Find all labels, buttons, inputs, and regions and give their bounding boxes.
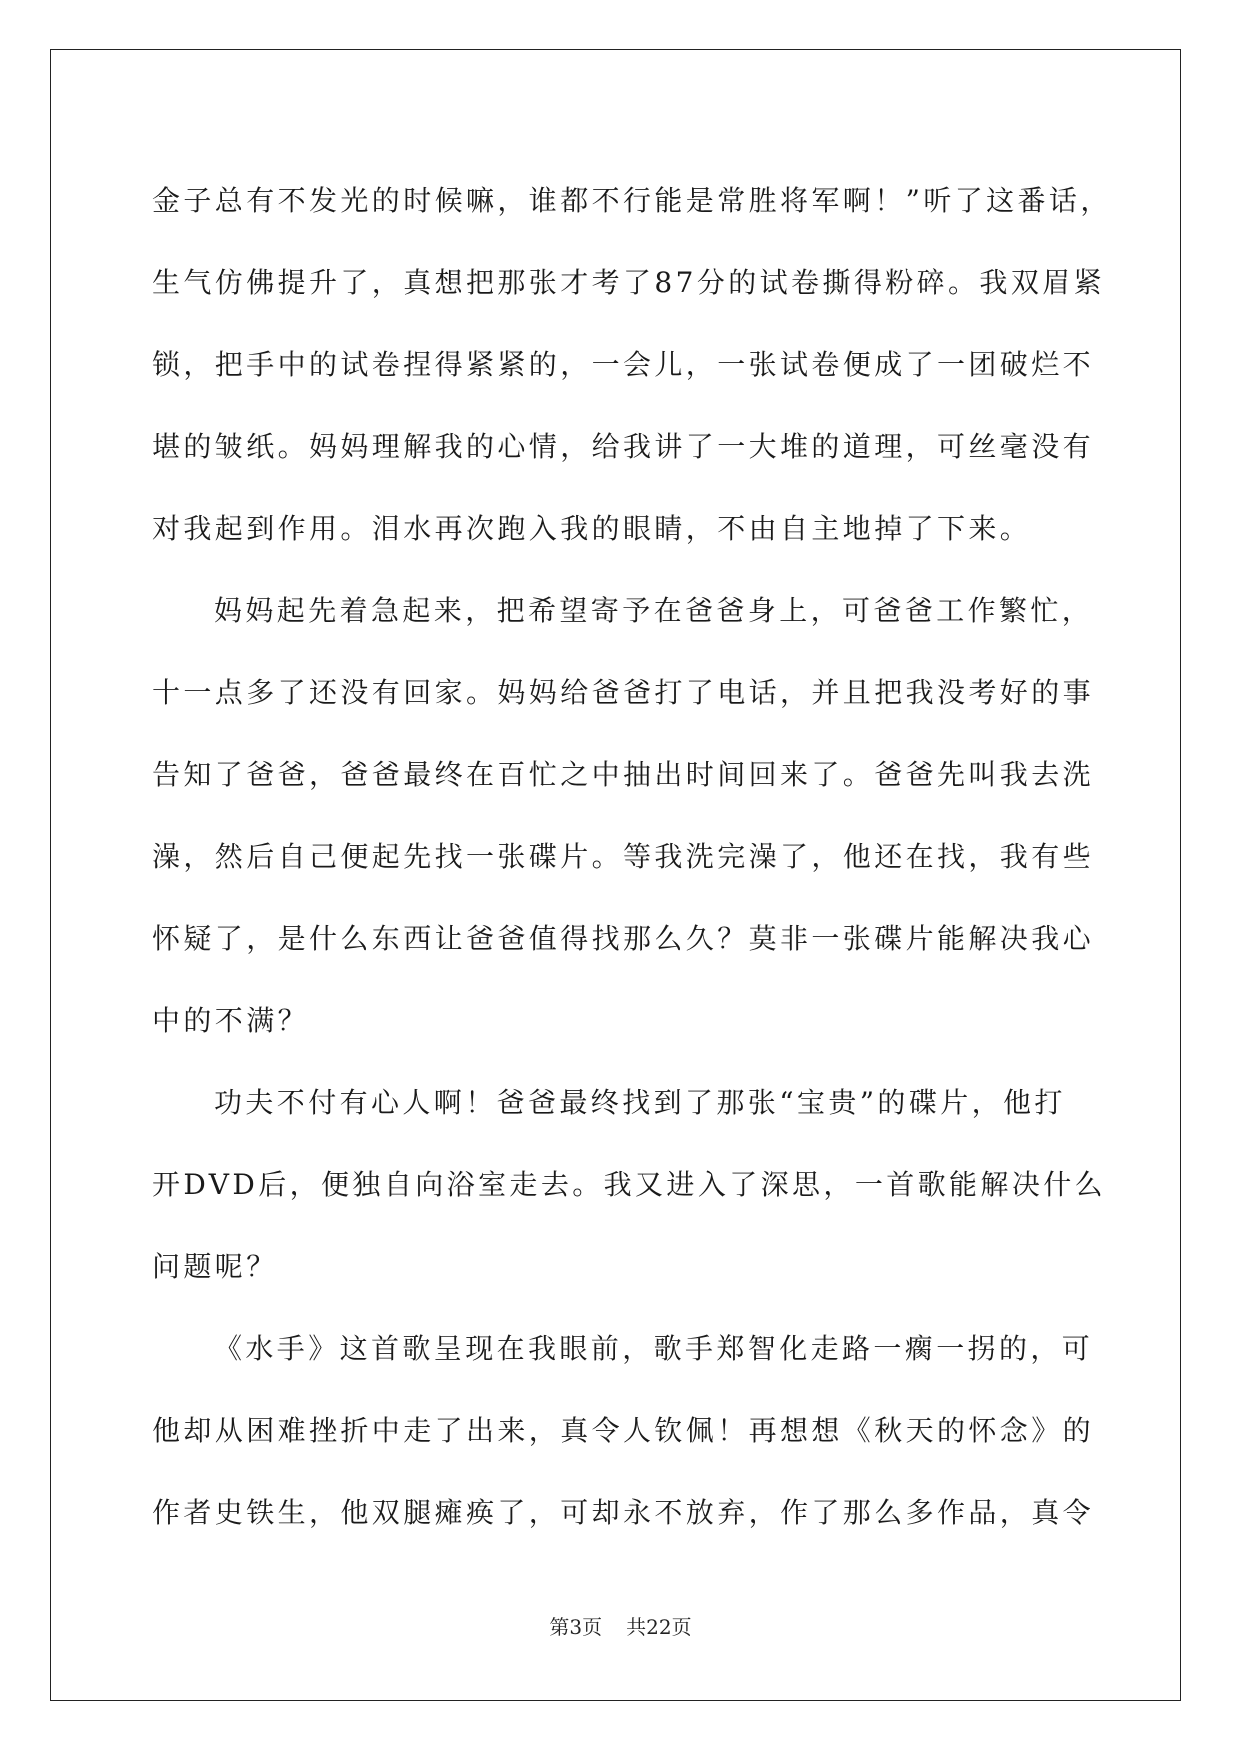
- text-line: 对我起到作用。泪水再次跑入我的眼睛，不由自主地掉了下来。: [152, 512, 1032, 545]
- text-line: 中的不满？: [152, 1004, 310, 1037]
- text-line: 堪的皱纸。妈妈理解我的心情，给我讲了一大堆的道理，可丝毫没有: [152, 430, 1095, 463]
- text-line: 生气仿佛提升了，真想把那张才考了87分的试卷撕得粉碎。我双眉紧: [152, 266, 1106, 299]
- text-line: 金子总有不发光的时候嘛，谁都不行能是常胜将军啊！”听了这番话，: [152, 184, 1112, 217]
- page-number: 第3页: [549, 1615, 603, 1639]
- paragraph-first-line: 妈妈起先着急起来，把希望寄予在爸爸身上，可爸爸工作繁忙，: [214, 594, 1094, 627]
- paragraph-first-line: 《水手》这首歌呈现在我眼前，歌手郑智化走路一瘸一拐的，可: [214, 1332, 1094, 1365]
- text-line: 问题呢？: [152, 1250, 278, 1283]
- page-footer: [0, 1611, 1241, 1640]
- text-line: 作者史铁生，他双腿瘫痪了，可却永不放弃，作了那么多作品，真令: [152, 1496, 1095, 1529]
- paragraph-first-line: 功夫不付有心人啊！爸爸最终找到了那张“宝贵”的碟片，他打: [214, 1086, 1066, 1119]
- text-line: 怀疑了，是什么东西让爸爸值得找那么久？莫非一张碟片能解决我心: [152, 922, 1095, 955]
- text-line: 告知了爸爸，爸爸最终在百忙之中抽出时间回来了。爸爸先叫我去洗: [152, 758, 1095, 791]
- document-body: [152, 160, 1112, 1554]
- page-total: 共22页: [626, 1615, 692, 1639]
- text-line: 十一点多了还没有回家。妈妈给爸爸打了电话，并且把我没考好的事: [152, 676, 1095, 709]
- text-line: 锁，把手中的试卷捏得紧紧的，一会儿，一张试卷便成了一团破烂不: [152, 348, 1095, 381]
- text-line: 他却从困难挫折中走了出来，真令人钦佩！再想想《秋天的怀念》的: [152, 1414, 1095, 1447]
- text-line: 澡，然后自己便起先找一张碟片。等我洗完澡了，他还在找，我有些: [152, 840, 1095, 873]
- text-line: 开DVD后，便独自向浴室走去。我又进入了深思，一首歌能解决什么: [152, 1168, 1107, 1201]
